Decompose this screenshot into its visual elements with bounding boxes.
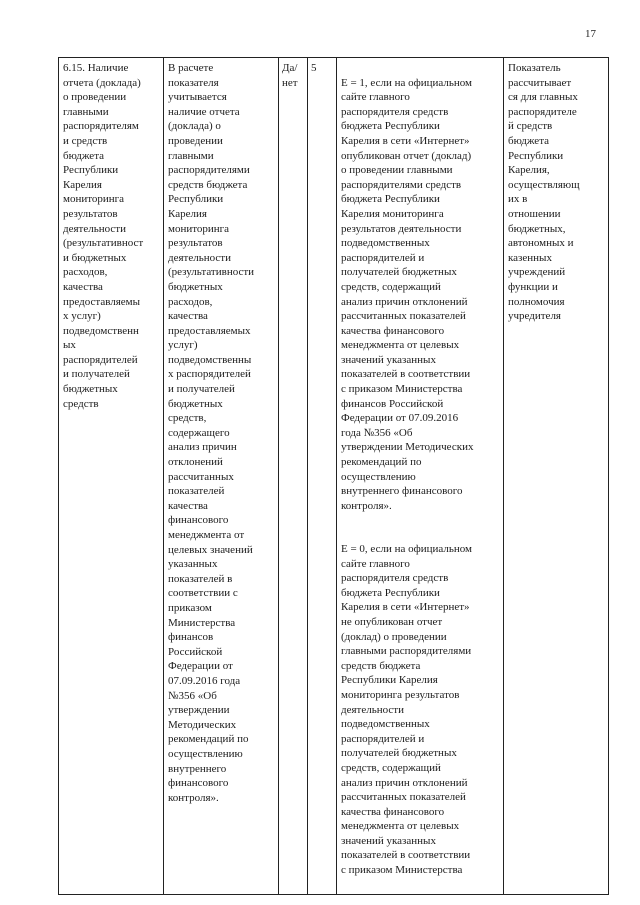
indicator-table bbox=[58, 57, 609, 895]
calculation-method-cell: В расчете показателя учитывается наличие отчета (доклада) о проведении главными распорядителями средств бюджета Республики Карелия мониторинга результатов деятельности (результативности бюджетных расходов, качества предоставляемых услуг) подведомственны х распорядителей и получателей бюджетных средств, содержащего анализ причин отклонений рассчитанных показателей качества финансового менеджмента от целевых значений указанных показателей в соответствии с приказом Министерства финансов Российской Федерации от 07.09.2016 года №356 «Об утверждении Методических рекомендаций по осуществлению внутреннего финансового контроля». bbox=[164, 58, 279, 895]
weight-cell: 5 bbox=[308, 58, 337, 895]
scoring-positive-text: Е = 1, если на официальном сайте главного распорядителя средств бюджета Республики Карелия в сети «Интернет» опубликован отчет (доклад) о проведении главными распорядителями средств бюджета Республики Карелия мониторинга результатов деятельности подведомственных распорядителей и получателей бюджетных средств, содержащий анализ причин отклонений рассчитанных показателей качества финансового менеджмента от целевых значений указанных показателей в соответствии с приказом Министерства финансов Российской Федерации от 07.09.2016 года №356 «Об утверждении Методических рекомендаций по осуществлению внутреннего финансового контроля». bbox=[341, 76, 474, 512]
page-number: 17 bbox=[585, 28, 596, 40]
scoring-cell bbox=[337, 58, 504, 895]
note-cell: Показатель рассчитывает ся для главных распорядителе й средств бюджета Республики Карелия, осуществляющ их в отношении бюджетных, автономных и казенных учреждений функции и полномочия учредителя bbox=[504, 58, 609, 895]
table-row bbox=[59, 58, 609, 895]
scoring-negative-text: Е = 0, если на официальном сайте главного распорядителя средств бюджета Республики Карелия в сети «Интернет» не опубликован отчет (доклад) о проведении главными распорядителями средств бюджета Республики Карелия мониторинга результатов деятельности подведомственных распорядителей и получателей бюджетных средств, содержащий анализ причин отклонений рассчитанных показателей качества финансового менеджмента от целевых значений указанных показателей в соответствии с приказом Министерства bbox=[341, 543, 473, 877]
unit-cell: Да/ нет bbox=[279, 58, 308, 895]
indicator-name-cell: 6.15. Наличие отчета (доклада) о проведении главными распорядителям и средств бюджета Республики Карелия мониторинга результатов деятельности (результативност и бюджетных расходов, качества предоставляемы х услуг) подведомственн ых распорядителей и получателей бюджетных средств bbox=[59, 58, 164, 895]
